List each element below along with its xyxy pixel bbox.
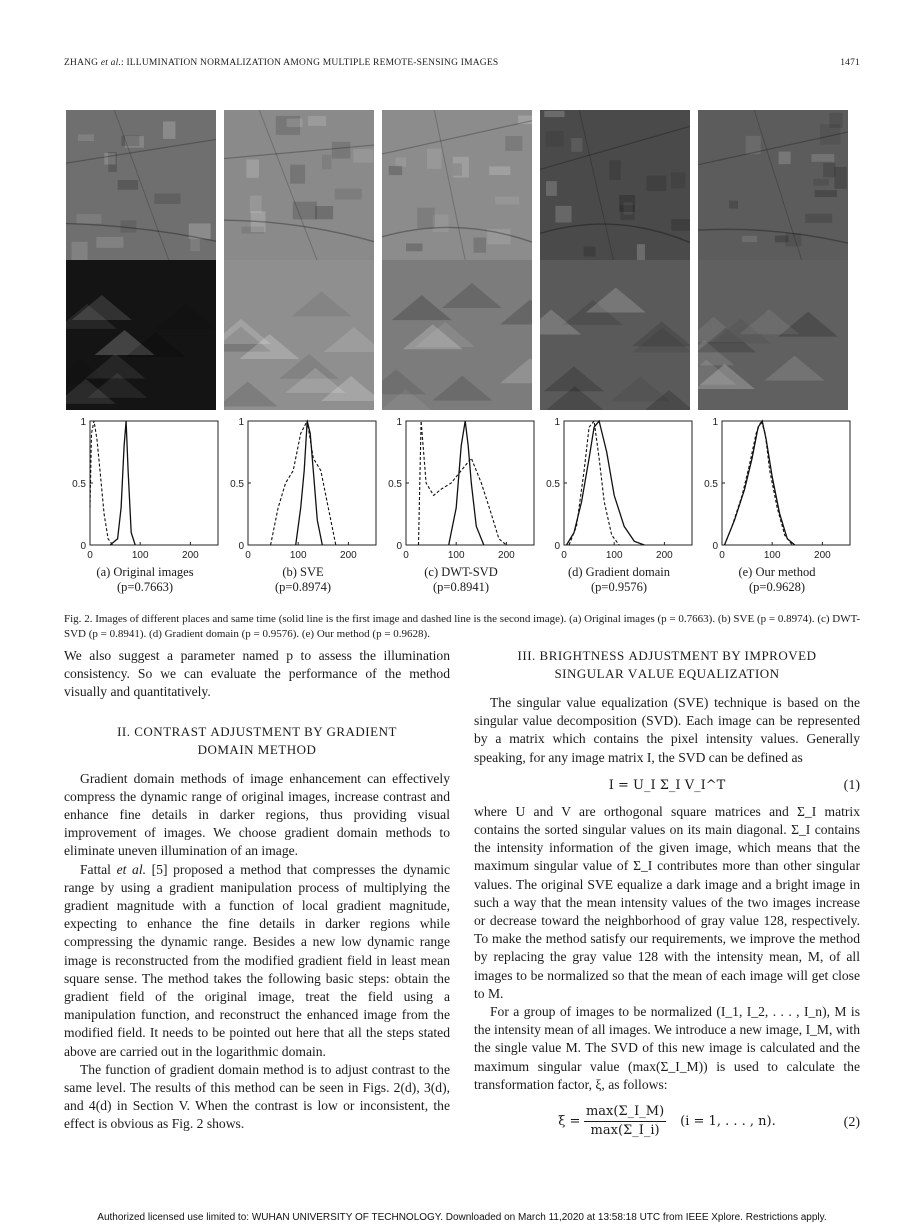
histogram-caption: [540, 565, 698, 595]
x-tick-label: 200: [656, 550, 673, 561]
y-tick-label: 0.5: [388, 479, 402, 490]
plot-frame: [564, 421, 692, 545]
y-tick-label: 0: [396, 541, 402, 552]
series-dashed-line: [725, 421, 793, 545]
histogram-panel-5: [698, 415, 856, 595]
paragraph-group: For a group of images to be normalized (I_1, I_2, . . . , I_n), M is the intensity mean of all images. We introduce a new image, I_M, with the single value M. The SVD of this new image is calculated and the maximum singular value (max(Σ_I_M)) is used to calculate the transformation factor, ξ, as follows:: [474, 1004, 860, 1092]
equation-1-number: (1): [843, 777, 860, 793]
panel-label: (c) DWT-SVD: [424, 565, 498, 579]
paragraph-intro: We also suggest a parameter named p to assess the illumination consistency. So we can evaluate the performance of the method visually and quantitatively.: [64, 648, 450, 700]
series-dashed-line: [90, 421, 113, 545]
x-tick-label: 100: [289, 550, 307, 561]
image-second-panel-5: [698, 260, 848, 410]
y-tick-label: 0: [238, 541, 244, 552]
x-tick-label: 100: [605, 550, 623, 561]
x-tick-label: 0: [719, 550, 725, 561]
equation-2: [474, 1100, 860, 1146]
running-head: [64, 58, 860, 68]
image-row-second: [64, 260, 860, 410]
image-first-panel-5: [698, 110, 848, 260]
y-tick-label: 1: [396, 417, 402, 428]
plot-frame: [722, 421, 850, 545]
y-tick-label: 0: [712, 541, 718, 552]
plot-frame: [406, 421, 534, 545]
x-tick-label: 0: [245, 550, 251, 561]
image-first-panel-1: [66, 110, 216, 260]
paragraph-where: where U and V are orthogonal square matrices and Σ_I matrix contains the sorted singular values on its main diagonal. Σ_I contains the intensity information of the given image, which means that the maximum singular value of Σ_I contributes more than other singular values. The original SVE equalize a dark image and a bright image in such a way that the mean intensity values of the two images increase or decrease toward the neighborhood of gray value 128, respectively. To make the method satisfy our requirements, we improve the method by replacing the gray value 128 with the intensity mean, M, of all images to be normalized so that the mean of each image will get close to M.: [474, 803, 860, 1001]
x-tick-label: 100: [131, 550, 149, 561]
image-second-panel-2: [224, 260, 374, 410]
image-first-panel-2: [224, 110, 374, 260]
right-column: [474, 647, 860, 1150]
y-tick-label: 0.5: [546, 479, 560, 490]
equation-2-number: (2): [843, 1115, 860, 1131]
x-tick-label: 200: [182, 550, 199, 561]
y-tick-label: 1: [80, 417, 86, 428]
x-tick-label: 100: [763, 550, 781, 561]
y-tick-label: 0: [554, 541, 560, 552]
y-tick-label: 0: [80, 541, 86, 552]
histogram-row: [64, 415, 860, 595]
equation-1: [474, 773, 860, 799]
histogram-caption: [382, 565, 540, 595]
image-second-panel-1: [66, 260, 216, 410]
panel-p-value: (p=0.9628): [749, 580, 805, 594]
y-tick-label: 1: [238, 417, 244, 428]
plot-frame: [90, 421, 218, 545]
y-tick-label: 0.5: [72, 479, 86, 490]
panel-label: (e) Our method: [738, 565, 816, 579]
y-tick-label: 1: [554, 417, 560, 428]
section-heading-ii: II. CONTRAST ADJUSTMENT BY GRADIENT DOMAIN METHOD: [117, 723, 397, 757]
license-footer: Authorized licensed use limited to: WUHAN UNIVERSITY OF TECHNOLOGY. Downloaded on March 11,2020 at 13:58:18 UTC from IEEE Xplore. Restrictions apply.: [97, 1212, 827, 1223]
section-heading-iii: III. BRIGHTNESS ADJUSTMENT BY IMPROVED SINGULAR VALUE EQUALIZATION: [517, 648, 817, 681]
x-tick-label: 0: [403, 550, 409, 561]
series-solid-line: [110, 421, 135, 545]
series-solid-line: [449, 421, 484, 545]
x-tick-label: 0: [561, 550, 567, 561]
page-number: 1471: [840, 58, 860, 68]
x-tick-label: 200: [498, 550, 515, 561]
image-second-panel-4: [540, 260, 690, 410]
equation-1-body: I = U_I Σ_I V_I^T: [608, 777, 726, 793]
x-tick-label: 200: [814, 550, 831, 561]
image-first-panel-4: [540, 110, 690, 260]
image-second-panel-3: [382, 260, 532, 410]
histogram-caption: [698, 565, 856, 595]
paragraph-gradient: Gradient domain methods of image enhancement can effectively compress the dynamic range of original images, increase contrast and enhance fine details in darker regions, thus providing visual improvement of images. We choose gradient domain methods to eliminate uneven illumination of an image.: [64, 770, 450, 859]
panel-label: (a) Original images: [96, 565, 194, 579]
y-tick-label: 0.5: [230, 479, 244, 490]
x-tick-label: 0: [87, 550, 93, 561]
panel-label: (b) SVE: [282, 565, 324, 579]
y-tick-label: 1: [712, 417, 718, 428]
paragraph-sve: The singular value equalization (SVE) technique is based on the singular value decomposition (SVD). Each image can be represented by a matrix which contains the pixel intensity values. Generally speaking, for any image matrix I, the SVD can be defined as: [474, 695, 860, 765]
series-solid-line: [725, 421, 795, 545]
panel-p-value: (p=0.9576): [591, 580, 647, 594]
panel-p-value: (p=0.8941): [433, 580, 489, 594]
histogram-caption: [224, 565, 382, 595]
histogram-panel-3: [382, 415, 540, 595]
left-column: [64, 647, 450, 1134]
y-tick-label: 0.5: [704, 479, 718, 490]
x-tick-label: 200: [340, 550, 357, 561]
histogram-panel-4: [540, 415, 698, 595]
figure-caption: Fig. 2. Images of different places and same time (solid line is the first image and dashed line is the second image). (a) Original images (p = 0.7663). (b) SVE (p = 0.8974). (c) DWT-SVD (p = 0.8941). (d) Gradient domain (p = 0.9576). (e) Our method (p = 0.9628).: [64, 613, 860, 640]
plot-frame: [248, 421, 376, 545]
histogram-caption: [66, 565, 224, 595]
histogram-panel-1: [66, 415, 224, 595]
x-tick-label: 100: [447, 550, 465, 561]
image-row-first: [64, 110, 860, 260]
paragraph-fattal: Fattal et al. [5] proposed a method that compresses the dynamic range by using a gradient manipulation process of multiplying the gradient magnitude with a function of local gradient magnitude, expecting to enhance the fine details in darker regions while compressing the dynamic range. Besides a new low dynamic range image is reconstructed from the modified gradient field in least mean square sense. The method takes the following basic steps: obtain the gradient field of the original image, treat the field using a manipulation function, and reconstruct the enhanced image from the modified field. It needs to be pointed out here that all the steps stated above are carried out in the logarithmic domain.: [64, 861, 450, 1059]
panel-p-value: (p=0.8974): [275, 580, 331, 594]
image-first-panel-3: [382, 110, 532, 260]
series-solid-line: [567, 421, 645, 545]
paragraph-function: The function of gradient domain method is to adjust contrast to the same level. The results of this method can be seen in Figs. 2(d), 3(d), and 4(d) in Section V. When the contrast is low or inconsistent, the effect is obvious as Fig. 2 shows.: [64, 1061, 450, 1132]
equation-2-fraction: $\frac{\max(\Sigma\_I\_M)}{\max(\Sigma\_I\_i)}$: [585, 1104, 665, 1139]
panel-p-value: (p=0.7663): [117, 580, 173, 594]
histogram-panel-2: [224, 415, 382, 595]
panel-label: (d) Gradient domain: [567, 565, 671, 579]
running-title: ZHANG et al.: ILLUMINATION NORMALIZATION AMONG MULTIPLE REMOTE-SENSING IMAGES: [64, 58, 499, 68]
equation-2-body: ξ = $\frac{\max(\Sigma\_I\_M)}{\max(\Sigma\_I\_i)}$ (i = 1, . . . , n).: [474, 1103, 860, 1140]
